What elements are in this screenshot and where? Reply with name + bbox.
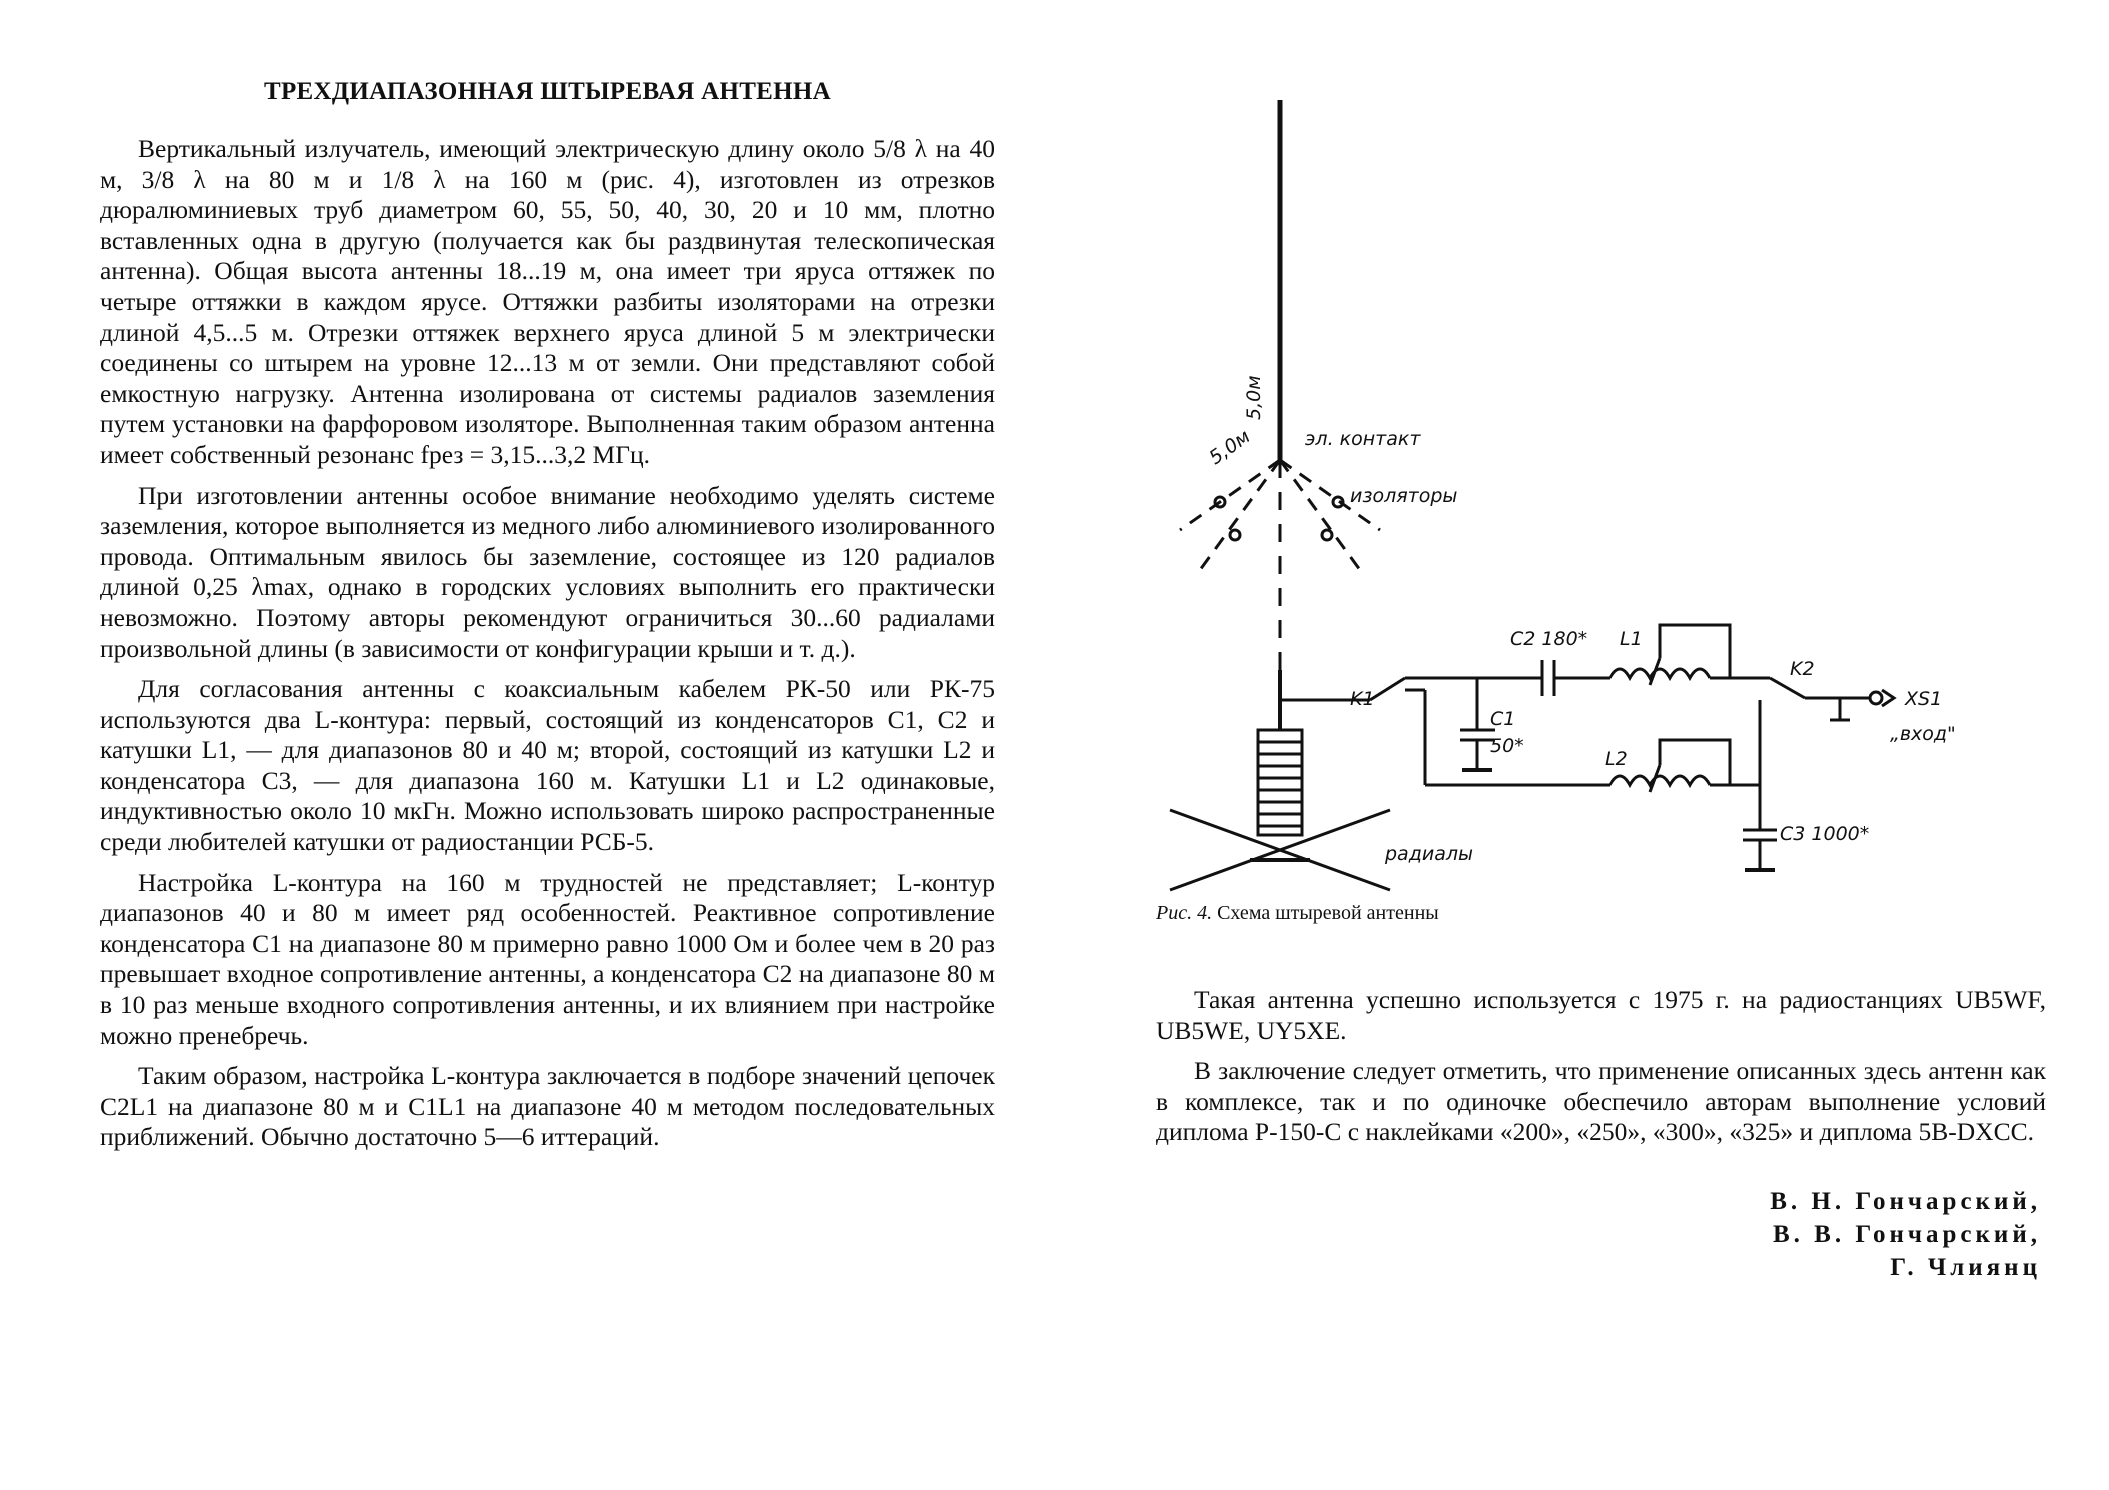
label-side-length: 5,0м: [1205, 425, 1255, 470]
label-insulators: изоляторы: [1350, 485, 1458, 507]
insulator-icon: [1230, 530, 1240, 540]
l2-tap-arrow: [1650, 765, 1660, 792]
caption-text: Схема штыревой антенны: [1212, 902, 1439, 924]
left-column: [100, 78, 995, 1163]
label-l2: L2: [1605, 748, 1628, 770]
paragraph-1: Вертикальный излучатель, имеющий электрическую длину около 5/8 λ на 40 м, 3/8 λ на 80 м и 1/8 λ на 160 м (рис. 4), изготовлен из отрезков дюралюминиевых труб диаметром 60, 55, 50, 40, 30, 20 и 10 мм, плотно вставленных одна в другую (получается как бы раздвинутая телескопическая антенна). Общая высота антенны 18...19 м, она имеет три яруса оттяжек по четыре оттяжки в каждом ярусе. Оттяжки разбиты изоляторами на отрезки длиной 4,5...5 м. Отрезки оттяжек верхнего яруса длиной 5 м электрически соединены со штырем на уровне 12...13 м от земли. Они представляют собой емкостную нагрузку. Антенна изолирована от системы радиалов заземления путем установки на фарфоровом изоляторе. Выполненная таким образом антенна имеет собственный резонанс fрез = 3,15...3,2 МГц.: [100, 134, 995, 469]
coil-l1: [1610, 669, 1710, 678]
authors: [1770, 1185, 2041, 1284]
insulator-icon: [1322, 530, 1332, 540]
base-coil: [1258, 730, 1302, 835]
switch-k2: [1770, 678, 1805, 698]
antenna-schematic: [1140, 90, 2100, 910]
paragraph-4: Настройка L-контура на 160 м трудностей не представляет; L-контур диапазонов 40 и 80 м имеет ряд особенностей. Реактивное сопротивление конденсатора C1 на диапазоне 80 м примерно равно 1000 Ом и более чем в 20 раз превышает входное сопротивление антенны, а конденсатора C2 на диапазоне 80 м в 10 раз меньше входного сопротивления антенны, и их влиянием при настройке можно пренебречь.: [100, 867, 995, 1050]
label-c1: C1: [1490, 708, 1516, 730]
label-xs1: XS1: [1905, 688, 1943, 710]
switch-k1: [1370, 678, 1405, 700]
paragraph-3: Для согласования антенны с коаксиальным кабелем РК-50 или РК-75 используются два L-контура: первый, состоящий из конденсаторов C1, C2 и катушки L1, — для диапазонов 80 и 40 м; второй, состоящий из катушки L2 и конденсатора C3, — для диапазона 160 м. Катушки L1 и L2 одинаковые, индуктивностью около 10 мкГн. Можно использовать широко распространенные среди любителей катушки от радиостанции РСБ-5.: [100, 674, 995, 857]
label-k2: K2: [1790, 658, 1815, 680]
coil-l2: [1610, 776, 1710, 785]
label-input: „вход": [1890, 723, 1956, 745]
label-radials: радиалы: [1385, 843, 1473, 865]
label-k1: K1: [1350, 688, 1375, 710]
xs1-arrow: [1882, 690, 1894, 706]
label-c3: C3 1000*: [1780, 823, 1870, 845]
l1-tap-arrow: [1650, 658, 1660, 685]
caption-prefix: Рис. 4.: [1156, 902, 1213, 924]
figure-caption: [1156, 902, 1439, 925]
right-paragraph-2: В заключение следует отметить, что применение описанных здесь антенн как в комплексе, так и по одиночке обеспечило авторам выполнение условий диплома Р-150-С с наклейками «200», «250», «300», «325» и диплома 5B-DXCC.: [1156, 1056, 2046, 1147]
right-column: [1156, 985, 2046, 1158]
right-paragraph-1: Такая антенна успешно используется с 1975 г. на радиостанциях UB5WF, UB5WE, UY5XE.: [1156, 985, 2046, 1045]
guy-wire-left-2: [1200, 460, 1280, 570]
insulator-icon: [1333, 497, 1343, 507]
xs1-connector: [1870, 692, 1882, 704]
paragraph-2: При изготовлении антенны особое внимание необходимо уделять системе заземления, которое выполняется из медного либо алюминиевого изолированного провода. Оптимальным явилось бы заземление, состоящее из 120 радиалов длиной 0,25 λmax, однако в городских условиях выполнить его практически невозможно. Поэтому авторы рекомендуют ограничиться 30...60 радиалами произвольной длины (в зависимости от конфигурации крыши и т. д.).: [100, 480, 995, 663]
schematic-svg: [1140, 90, 2100, 910]
label-top-length: 5,0м: [1243, 375, 1265, 420]
article-title: ТРЕХДИАПАЗОННАЯ ШТЫРЕВАЯ АНТЕННА: [264, 78, 831, 105]
guy-wire-left-1: [1180, 460, 1280, 530]
author-3: Г. Члиянц: [1890, 1254, 2041, 1281]
label-l1: L1: [1620, 628, 1643, 650]
label-c2: C2 180*: [1510, 628, 1588, 650]
label-contact: эл. контакт: [1305, 428, 1421, 450]
author-2: В. В. Гончарский,: [1772, 1221, 2041, 1248]
paragraph-5: Таким образом, настройка L-контура заключается в подборе значений цепочек C2L1 на диапазоне 80 м и C1L1 на диапазоне 40 м методом последовательных приближений. Обычно достаточно 5—6 иттераций.: [100, 1061, 995, 1152]
guy-wire-right-2: [1280, 460, 1360, 570]
label-c1-value: 50*: [1490, 735, 1524, 757]
author-1: В. Н. Гончарский,: [1770, 1188, 2041, 1215]
